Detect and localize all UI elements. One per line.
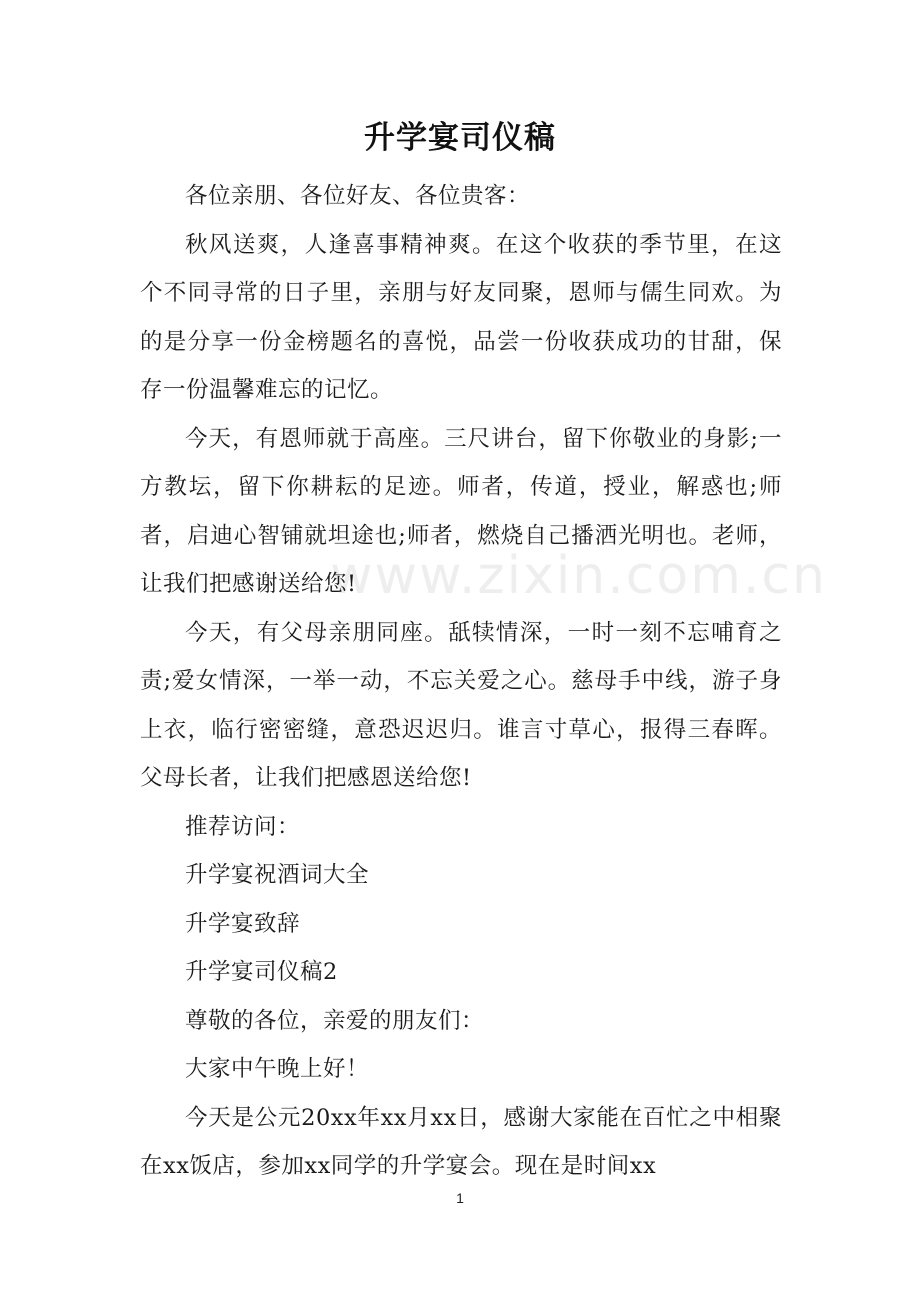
paragraph: 大家中午晚上好！ [185, 1056, 370, 1082]
paragraph: 秋风送爽，人逢喜事精神爽。在这个收获的季节里，在这个不同寻常的日子里，亲朋与好友同聚，恩师与儒生同欢。为的是分享一份金榜题名的喜悦，品尝一份收获成功的甘甜，保存一份温馨难忘的记忆。 [140, 231, 782, 403]
recommend-link[interactable]: 升学宴祝酒词大全 [185, 862, 370, 888]
page-number: 1 [456, 1190, 464, 1206]
paragraph-greeting: 尊敬的各位，亲爱的朋友们： [185, 1007, 485, 1034]
paragraph: 今天，有父母亲朋同座。舐犊情深，一时一刻不忘哺育之责;爱女情深，一举一动，不忘关爱之心。慈母手中线，游子身上衣，临行密密缝，意恐迟迟归。谁言寸草心，报得三春晖。父母长者，让我们把感恩送给您! [140, 619, 782, 791]
section-heading: 升学宴司仪稿2 [185, 959, 338, 985]
document-title: 升学宴司仪稿 [364, 120, 556, 156]
recommend-heading: 推荐访问： [185, 813, 301, 840]
recommend-link[interactable]: 升学宴致辞 [185, 910, 301, 937]
paragraph: 今天是公元20xx年xx月xx日，感谢大家能在百忙之中相聚在xx饭店，参加xx同学的升学宴会。现在是时间xx [140, 1104, 782, 1179]
document-body [140, 172, 827, 1191]
paragraph-greeting: 各位亲朋、各位好友、各位贵客： [185, 183, 531, 209]
watermark: www.zixin.com.cn [330, 546, 827, 606]
paragraph: 今天，有恩师就于高座。三尺讲台，留下你敬业的身影;一方教坛，留下你耕耘的足迹。师者，传道，授业，解惑也;师者，启迪心智铺就坦途也;师者，燃烧自己播洒光明也。老师，让我们把感谢送给您! [140, 425, 782, 597]
